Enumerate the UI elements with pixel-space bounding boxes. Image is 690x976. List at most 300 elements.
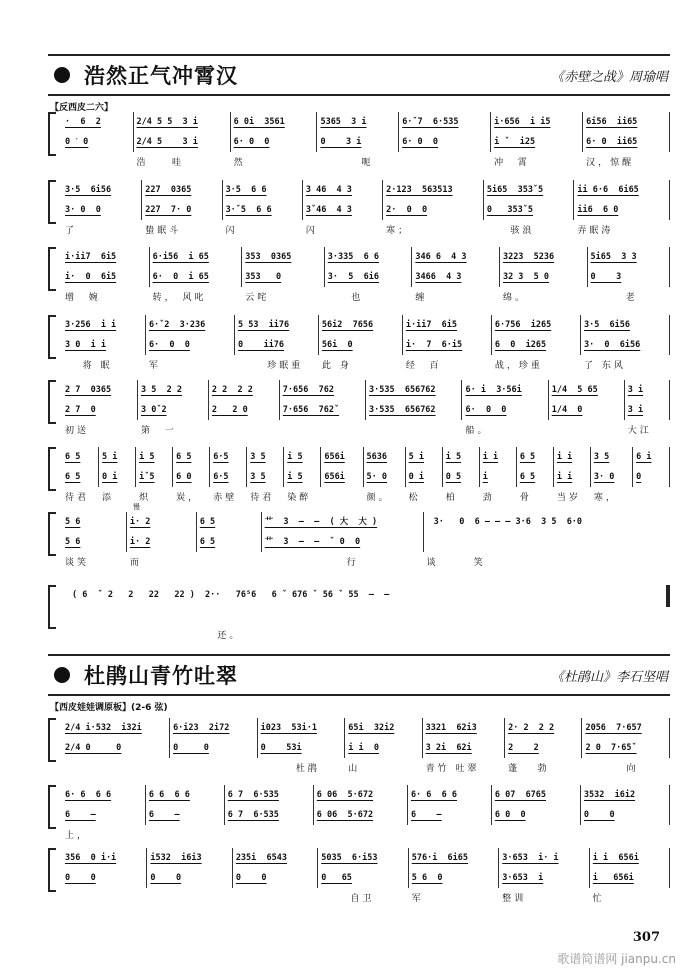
- song1-header: [48, 58, 668, 92]
- lower-line: 3 i: [627, 405, 644, 415]
- lyric: 松: [408, 493, 421, 503]
- score-system: [48, 380, 670, 436]
- lower-line: 6· 0 i 65: [152, 272, 209, 282]
- measure: [462, 380, 548, 436]
- lyric: 柏: [445, 493, 458, 503]
- measure: [150, 247, 243, 303]
- system-bracket: [48, 848, 56, 892]
- title-rule: [48, 94, 670, 96]
- measure: [62, 380, 138, 436]
- lower-line: 3· 0 0: [65, 205, 101, 215]
- song1-marking: 【反西皮二六】: [50, 103, 114, 113]
- lower-line: 2/4 5 3 i: [136, 137, 198, 147]
- lyric: 初送: [65, 426, 90, 436]
- measure: [408, 785, 492, 825]
- lyric: 冲 霄: [494, 158, 530, 168]
- upper-line: 5i65 353ˇ5: [486, 185, 544, 195]
- upper-line: 6 0i 3561: [233, 117, 285, 127]
- lower-line: ii6 6 0: [577, 205, 619, 215]
- measure: [500, 247, 588, 303]
- measure: [491, 112, 583, 168]
- lower-line: 0 353ˇ5: [486, 205, 533, 215]
- measure: [134, 112, 231, 168]
- lyric: 第 一: [141, 426, 177, 436]
- lyric: 闪: [305, 226, 318, 236]
- lyric: 谈笑: [65, 558, 90, 568]
- lower-line: 656i: [324, 472, 345, 482]
- score-system: [48, 112, 670, 168]
- lower-line: 6 5: [199, 537, 216, 547]
- upper-line: 6· i 3·56i: [465, 385, 522, 395]
- lyric: 大江: [627, 426, 652, 436]
- lower-line: iˇ5: [139, 472, 155, 482]
- upper-line: 3·535 656762: [369, 385, 436, 395]
- measure: [284, 447, 321, 503]
- lower-line: 6· 0 0: [465, 405, 507, 415]
- measure: [591, 447, 633, 503]
- lyric: 增 婉: [65, 293, 101, 303]
- lower-line: 3·535 656762: [369, 405, 436, 415]
- upper-line: 6·ˇ2 3·236: [148, 320, 206, 330]
- measure: [590, 848, 670, 904]
- score-system: [48, 848, 670, 904]
- lower-line: 32 3 5 0: [502, 272, 550, 282]
- lower-line: 艹 3 – – ˇ 0 0: [264, 537, 361, 547]
- lower-line: 6 –: [148, 810, 180, 820]
- bullet-icon: [54, 67, 70, 83]
- lower-line: 2/4 0 0: [65, 743, 122, 753]
- system-bracket: [48, 785, 56, 829]
- lyric: 绵。: [502, 293, 527, 303]
- lyric: 蛰眠斗: [145, 226, 182, 236]
- measure: [364, 447, 406, 503]
- measure: [554, 447, 591, 503]
- lyric: 上，: [65, 831, 90, 841]
- lower-line: 3ˇ46 4 3: [305, 205, 352, 215]
- upper-line: 5 i: [408, 452, 425, 462]
- watermark: 歌谱简谱网 jianpu.cn: [557, 952, 676, 966]
- lyric: 向: [585, 764, 639, 774]
- upper-line: 3 5 2 2: [141, 385, 182, 395]
- measure: [147, 848, 232, 888]
- lower-line: 3466 4 3: [415, 272, 462, 282]
- lower-line: 0: [636, 472, 642, 482]
- lower-line: i· 2: [129, 537, 151, 547]
- upper-line: 6 5: [65, 452, 81, 462]
- measure: [409, 848, 500, 904]
- measure: [210, 447, 247, 503]
- measure: [303, 180, 383, 236]
- measure: [517, 447, 554, 503]
- upper-line: i i: [482, 452, 499, 462]
- measure: [138, 380, 209, 436]
- lyric: 然: [233, 158, 246, 168]
- upper-line: 5 6: [65, 517, 81, 527]
- lower-line: 6 5: [519, 472, 536, 482]
- measure: [399, 112, 491, 152]
- lyric: 青竹 吐翠: [425, 764, 480, 774]
- score-system: [48, 785, 670, 841]
- measure: [480, 447, 517, 503]
- measure: [318, 848, 409, 904]
- measure: [223, 180, 303, 236]
- lyric: 杜鹃: [260, 764, 320, 774]
- lower-line: 6 5: [65, 472, 81, 482]
- lyric: 战，珍重: [494, 361, 543, 371]
- measure: [484, 180, 575, 236]
- lower-line: 3· 5 6i6: [327, 272, 379, 282]
- lyric: 军: [411, 894, 424, 904]
- lyric: 也: [327, 293, 364, 303]
- lower-line: 0 0: [173, 743, 209, 753]
- upper-line: 65i 32i2: [348, 723, 395, 733]
- upper-line: 5365 3 i: [320, 117, 367, 127]
- lyric: 添: [102, 493, 115, 503]
- lyric: 当岁: [556, 493, 581, 503]
- lyric: 骇浪: [486, 226, 535, 236]
- measure: [233, 848, 318, 888]
- upper-line: 2 2 2 2: [211, 385, 253, 395]
- upper-line: 6 5: [519, 452, 536, 462]
- measure: [247, 447, 284, 503]
- song2-header: [48, 658, 668, 692]
- song1-title: 浩然正气冲霄汉: [84, 63, 238, 88]
- measure: [582, 718, 670, 774]
- measure: [209, 380, 280, 420]
- upper-line: 3·256 i i: [65, 320, 117, 330]
- lyric: 待君: [65, 493, 90, 503]
- lyric: 此 身: [321, 361, 352, 371]
- upper-line: 56i2 7656: [321, 320, 374, 330]
- measure: [625, 380, 670, 436]
- lower-line: 1/4 0: [551, 405, 583, 415]
- lower-line: i 5: [287, 472, 303, 482]
- lyric: 忙: [592, 894, 605, 904]
- measure: [443, 447, 480, 503]
- measure: [62, 180, 142, 236]
- tempo-mark: 慢: [132, 503, 140, 511]
- lyric: 了: [65, 226, 78, 236]
- lyric: 行: [264, 558, 359, 568]
- upper-line: 6· 6 6 6: [410, 790, 457, 800]
- lower-line: 2· 0 0: [386, 205, 428, 215]
- upper-line: 3 46 4 3: [305, 185, 352, 195]
- lyric: 骨: [519, 493, 532, 503]
- lower-line: 3·653 i: [502, 873, 544, 883]
- upper-line: 6·i56 i 65: [152, 252, 209, 262]
- lower-line: 0 65: [321, 873, 352, 883]
- lower-line: 6 –: [410, 810, 442, 820]
- upper-line: 346 6 4 3: [415, 252, 467, 262]
- lyric: 蓬 勃: [508, 764, 550, 774]
- lower-line: 0 ii76: [237, 340, 285, 350]
- measure: [505, 718, 582, 774]
- upper-line: 2/4 i·532 i32i: [65, 723, 142, 733]
- upper-line: i·ii7 6i5: [65, 252, 117, 262]
- measure: [383, 180, 484, 236]
- lyric: 炽: [139, 493, 152, 503]
- lyric: 而: [129, 558, 142, 568]
- lower-line: 3 5: [250, 472, 266, 482]
- lyric: 云咤: [245, 293, 270, 303]
- song2-title-rule: [48, 694, 670, 696]
- lyric: 颜。: [366, 493, 391, 503]
- upper-line: 6·ˇ7 6·535: [402, 117, 459, 127]
- bullet-icon: [54, 667, 70, 683]
- upper-line: i 5: [445, 452, 462, 462]
- upper-line: 3· 0 6 – – – 3·6 3 5 6·0: [433, 517, 583, 527]
- lower-line: 2 2 0: [211, 405, 248, 415]
- measure: [492, 315, 581, 371]
- lower-line: 6 7 6·535: [227, 810, 279, 820]
- lower-line: i· 0 6i5: [65, 272, 117, 282]
- system-bracket: [48, 447, 56, 491]
- lower-line: 0 0: [583, 810, 615, 820]
- lyric: 船。: [465, 426, 490, 436]
- measure: [173, 447, 210, 503]
- lyric: 珍眠重: [237, 361, 304, 371]
- score-system: [48, 247, 670, 303]
- measure: [317, 112, 399, 168]
- upper-line: 3·5 6 6: [225, 185, 267, 195]
- upper-line: i· 2: [129, 517, 151, 527]
- upper-line: 5i65 3 3: [590, 252, 637, 262]
- song2-source: 《杜鹃山》李石坚唱: [550, 669, 668, 685]
- upper-line: 6·756 i265: [494, 320, 552, 330]
- lower-line: 7·656 762ˇ: [282, 405, 340, 415]
- measure: [62, 718, 170, 758]
- score-system: [48, 315, 670, 371]
- lower-line: 6 0 i265: [494, 340, 547, 350]
- measure: [366, 380, 462, 420]
- upper-line: 6 i: [636, 452, 652, 462]
- upper-line: 5636: [366, 452, 387, 462]
- measure: [62, 315, 146, 371]
- score-system: [48, 503, 670, 568]
- lyric: 浩 哇: [136, 158, 184, 168]
- upper-line: ( 6 ˇ 2 2 22 22 ) 2·· 76⁵6 6 ˇ 676 ˇ 56 ˇ 55 – –: [72, 590, 390, 600]
- lyric: 老: [590, 293, 638, 303]
- upper-line: 2056 7·657: [585, 723, 642, 733]
- lower-line: 0 53i: [260, 743, 302, 753]
- upper-line: 5 i: [102, 452, 118, 462]
- lyric: 呃: [320, 158, 374, 168]
- upper-line: i·ii7 6i5: [405, 320, 458, 330]
- lyric: 染醉: [287, 493, 312, 503]
- lower-line: 6· 0 0: [402, 137, 439, 147]
- upper-line: i 5: [139, 452, 155, 462]
- measure: [492, 785, 581, 825]
- upper-line: 3·335 6 6: [327, 252, 379, 262]
- upper-line: 3 i: [627, 385, 644, 395]
- upper-line: 3 5: [593, 452, 610, 462]
- upper-line: 3 5: [250, 452, 266, 462]
- measure: [62, 247, 150, 303]
- measure: [127, 503, 197, 568]
- lower-line: 0 5: [445, 472, 462, 482]
- lyric: 还。: [65, 631, 242, 641]
- lyric: 自卫: [321, 894, 375, 904]
- measure: [588, 247, 670, 303]
- lower-line: 6· 0 0: [233, 137, 270, 147]
- lyric: 谈 笑: [426, 558, 486, 568]
- measure: [345, 718, 422, 774]
- lower-line: i· 7 6·i5: [405, 340, 463, 350]
- measure: [235, 315, 319, 371]
- lower-line: i 656i: [592, 873, 634, 883]
- upper-line: 6 5: [199, 517, 216, 527]
- measure: [99, 447, 136, 503]
- upper-line: 艹 3 – – ( 大 大 ): [264, 517, 378, 527]
- measure: [231, 112, 318, 168]
- page-number: 307: [632, 930, 660, 945]
- upper-line: 3532 i6i2: [583, 790, 636, 800]
- lower-line: 56i 0: [321, 340, 353, 350]
- lyric: 缠: [415, 293, 428, 303]
- song1-source: 《赤壁之战》周瑜唱: [550, 69, 668, 85]
- upper-line: 7·656 762: [282, 385, 334, 395]
- upper-line: 3·653 i· i: [502, 853, 559, 863]
- lower-line: 2 7 0: [65, 405, 96, 415]
- lower-line: 0 3: [590, 272, 622, 282]
- measure: [146, 315, 235, 371]
- measure: [581, 315, 670, 371]
- lyric: 转， 风叱: [152, 293, 207, 303]
- upper-line: 235i 6543: [235, 853, 287, 863]
- lyric: 劲: [482, 493, 495, 503]
- upper-line: i i: [556, 452, 573, 462]
- upper-line: 5 53 ii76: [237, 320, 290, 330]
- lower-line: 3· 0: [593, 472, 615, 482]
- lower-line: 0 0: [65, 873, 96, 883]
- measure: [583, 112, 670, 168]
- measure: [225, 785, 314, 825]
- measure: [406, 447, 443, 503]
- measure: [62, 785, 146, 841]
- upper-line: 6· 6 6 6: [65, 790, 112, 800]
- lower-line: 6 06 5·672: [316, 810, 374, 820]
- system-bracket: [48, 180, 56, 224]
- upper-line: 227 0365: [145, 185, 192, 195]
- lower-line: 0 0: [235, 873, 267, 883]
- lower-line: 227 7· 0: [145, 205, 192, 215]
- upper-line: 3321 62i3: [425, 723, 477, 733]
- measure: [146, 785, 225, 825]
- upper-line: 576·i 6i65: [411, 853, 469, 863]
- upper-line: i i 656i: [592, 853, 639, 863]
- lower-line: 2 2: [508, 743, 539, 753]
- score-system: [48, 585, 670, 641]
- lyric: 炭，: [176, 493, 201, 503]
- system-bracket: [48, 315, 56, 359]
- measure: [62, 112, 134, 152]
- final-barline: [666, 585, 670, 607]
- system-bracket: [48, 585, 56, 629]
- upper-line: 356 0 i·i: [65, 853, 117, 863]
- upper-line: · 6 2: [65, 117, 101, 127]
- lower-line: 3· 0 6i56: [583, 340, 641, 350]
- upper-line: i532 i6i3: [150, 853, 202, 863]
- upper-line: i 5: [287, 452, 303, 462]
- lyric: 山: [348, 764, 361, 774]
- measure: [197, 512, 262, 552]
- measure: [170, 718, 258, 758]
- lyric: 将 眠: [65, 361, 113, 371]
- song2-top-rule: [48, 654, 670, 656]
- upper-line: 1/4 5 65: [551, 385, 598, 395]
- lower-line: 0 i: [102, 472, 118, 482]
- lower-line: 6 0 0: [494, 810, 526, 820]
- lower-line: 5 6: [65, 537, 81, 547]
- measure: [262, 512, 424, 568]
- upper-line: 2/4 5 5 3 i: [136, 117, 198, 127]
- system-bracket: [48, 247, 56, 291]
- score-system: [48, 447, 670, 503]
- free-passage: [62, 585, 658, 641]
- lower-line: 0 3 i: [320, 137, 362, 147]
- upper-line: 2 7 0365: [65, 385, 112, 395]
- measure: [62, 848, 147, 888]
- lyric: 汉，惊醒: [586, 158, 635, 168]
- measure: [581, 785, 670, 825]
- lower-line: 2 0 7·65ˇ: [585, 743, 637, 753]
- top-rule: [48, 54, 670, 56]
- lower-line: 6· 0 ii65: [586, 137, 638, 147]
- lyric: 闪: [225, 226, 238, 236]
- song2-title: 杜鹃山青竹吐翠: [84, 663, 238, 688]
- lower-line: 3 0ˇ2: [141, 405, 167, 415]
- measure: [319, 315, 403, 371]
- upper-line: 6i56 ii65: [586, 117, 638, 127]
- measure: [62, 512, 127, 568]
- measure: [142, 180, 222, 236]
- upper-line: 3223 5236: [502, 252, 555, 262]
- upper-line: 6·i23 2i72: [173, 723, 230, 733]
- score-system: [48, 718, 670, 774]
- measure: [321, 447, 363, 487]
- upper-line: 3·5 6i56: [65, 185, 112, 195]
- system-bracket: [48, 512, 56, 556]
- lower-line: 3 2i 62i: [425, 743, 472, 753]
- lower-line: 0 i: [408, 472, 425, 482]
- lower-line: 6·5: [213, 472, 229, 482]
- lower-line: 0 ˊ 0: [65, 137, 89, 147]
- lower-line: 5· 0: [366, 472, 387, 482]
- lower-line: 5 6 0: [411, 873, 443, 883]
- measure: [325, 247, 413, 303]
- upper-line: ii 6·6 6i65: [577, 185, 639, 195]
- lyric: 军: [148, 361, 161, 371]
- lower-line: 6 0: [176, 472, 192, 482]
- free-passage: [424, 512, 670, 568]
- measure: [62, 447, 99, 503]
- system-bracket: [48, 112, 56, 156]
- lower-line: 0 0: [150, 873, 182, 883]
- lyric: 弄眠涛: [577, 226, 614, 236]
- measure: [499, 848, 590, 904]
- lower-line: i ˇ i25: [494, 137, 536, 147]
- measure: [280, 380, 366, 420]
- lower-line: 3·ˇ5 6 6: [225, 205, 272, 215]
- lower-line: 3 0 i i: [65, 340, 106, 350]
- measure: [423, 718, 505, 774]
- lyric: 寒；: [386, 226, 411, 236]
- system-bracket: [48, 718, 56, 762]
- upper-line: 6 07 6765: [494, 790, 547, 800]
- measure: [242, 247, 324, 303]
- lyric: 了 东风: [583, 361, 626, 371]
- measure: [258, 718, 346, 774]
